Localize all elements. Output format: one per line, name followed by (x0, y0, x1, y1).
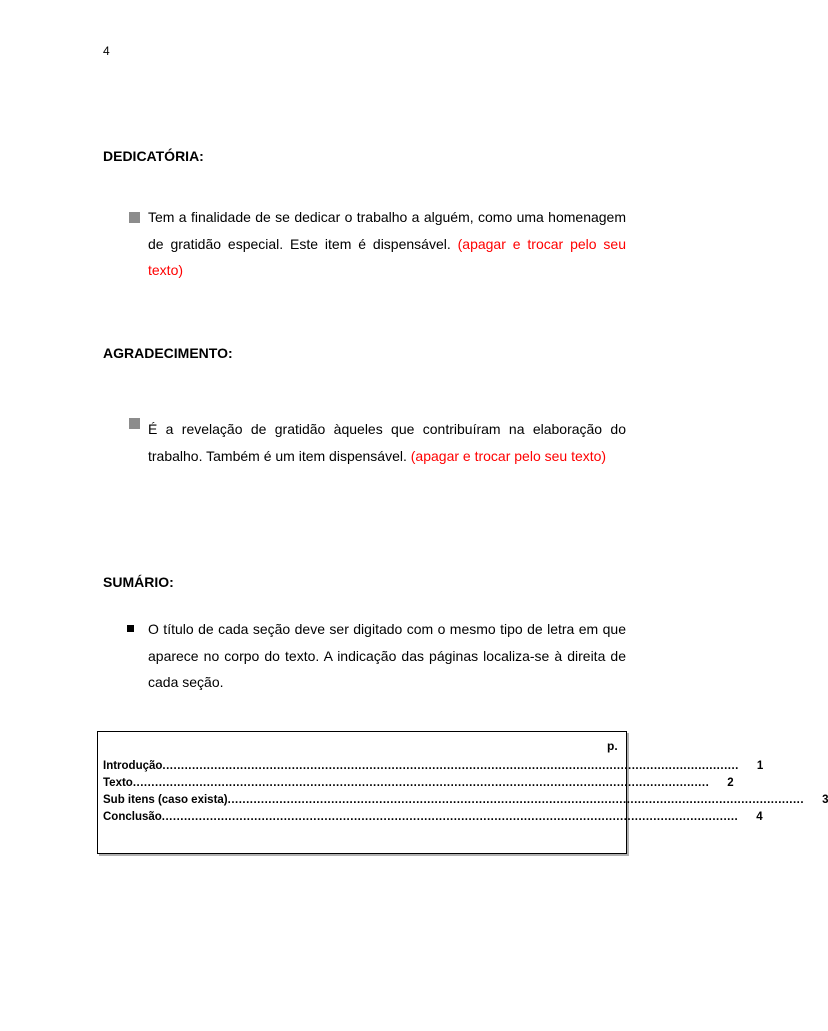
dedicatoria-heading: DEDICATÓRIA: (103, 148, 204, 164)
agradecimento-heading: AGRADECIMENTO: (103, 345, 233, 361)
toc-row-page: 3 (822, 794, 828, 806)
square-bullet-icon (129, 212, 140, 223)
toc-row-page: 1 (756, 760, 764, 772)
sumario-heading: SUMÁRIO: (103, 574, 174, 590)
toc-row (103, 811, 763, 827)
square-bullet-icon (129, 418, 140, 429)
toc-dot-leader: ............................................................................................................................................................ (227, 794, 805, 806)
sumario-paragraph: O título de cada seção deve ser digitado com o mesmo tipo de letra em que aparece no corpo do texto. A indicação das páginas localiza-se à direita de cada seção. (148, 621, 626, 690)
dedicatoria-paragraph (148, 204, 626, 284)
dedicatoria-note: (apagar e trocar pelo seu texto) (148, 235, 626, 278)
agradecimento-paragraph (148, 416, 626, 469)
agradecimento-note: (apagar e trocar pelo seu texto) (410, 447, 607, 464)
toc-row (103, 794, 828, 810)
toc-dot-leader: ............................................................................................................................................................ (132, 777, 710, 789)
toc-row-page: 2 (727, 777, 734, 789)
agradecimento-text: É a revelação de gratidão àqueles que contribuíram na elaboração do trabalho. Também é um item dispensável. (148, 421, 626, 464)
toc-dot-leader: ............................................................................................................................................................ (162, 760, 739, 772)
small-square-bullet-icon (127, 625, 134, 632)
page-number: 4 (103, 44, 110, 58)
dedicatoria-text: Tem a finalidade de se dedicar o trabalho a alguém, como uma homenagem de gratidão especial. Este item é dispensável. (148, 209, 626, 252)
toc-row-label: Introdução (103, 760, 163, 772)
toc-row-label: Texto (103, 777, 133, 789)
toc-row (103, 760, 764, 776)
toc-page-header: p. (607, 739, 618, 753)
toc-row-page: 4 (756, 811, 763, 823)
toc-row-label: Sub itens (caso exista) (103, 794, 228, 806)
toc-row (103, 777, 734, 793)
toc-dot-leader: ............................................................................................................................................................ (161, 811, 739, 823)
toc-row-label: Conclusão (103, 811, 162, 823)
